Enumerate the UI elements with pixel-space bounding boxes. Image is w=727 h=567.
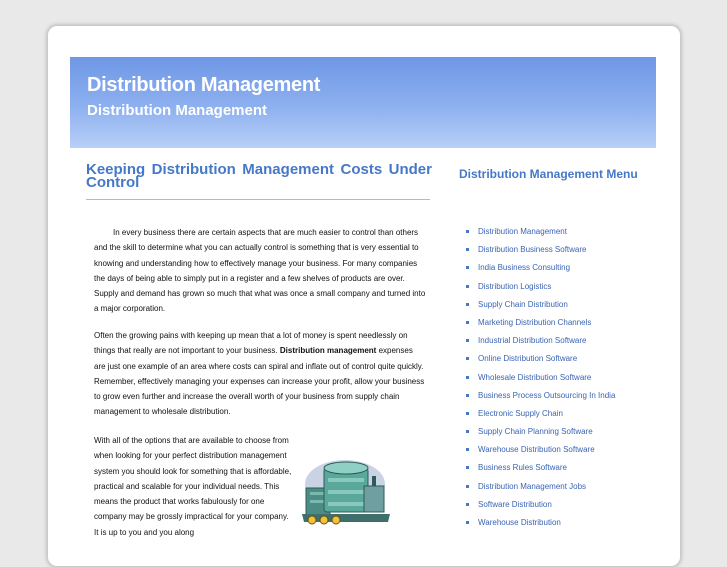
paragraph-2-text-end: expenses are just one example of an area where costs can spiral and inflate out of control quite quickly. Remember, effectively managing your expenses can increase your profit, allow your business to grow even further and increase the overall worth of your business from supply chain management to wholesale distribution. [94, 346, 425, 417]
site-header [70, 57, 656, 148]
sidebar-menu-title: Distribution Management Menu [459, 167, 638, 181]
menu-link-warehouse-distribution[interactable]: Warehouse Distribution [478, 518, 561, 527]
menu-link-industrial-distribution-software[interactable]: Industrial Distribution Software [478, 336, 587, 346]
sidebar-item [466, 351, 646, 366]
menu-link-india-business-consulting[interactable]: India Business Consulting [478, 263, 571, 273]
sidebar-menu [466, 224, 646, 533]
divider [86, 199, 430, 200]
article-title: Keeping Distribution Management Costs Under Control [86, 161, 432, 191]
paragraph-2-text-start: Often the growing pains with keeping up mean that a lot of money is spent needlessly on things that really are not important to your business. [94, 331, 408, 356]
sidebar-item [466, 406, 646, 421]
menu-link-marketing-distribution-channels[interactable]: Marketing Distribution Channels [478, 317, 592, 327]
sidebar-item [466, 460, 646, 475]
sidebar-item [466, 260, 646, 275]
sidebar-item [466, 315, 646, 330]
sidebar-item [466, 242, 646, 257]
article-header [86, 163, 432, 200]
menu-link-software-distribution[interactable]: Software Distribution [478, 499, 552, 509]
sidebar-item [466, 497, 646, 512]
article-paragraph-1 [94, 225, 426, 317]
menu-link-distribution-management[interactable]: Distribution Management [478, 227, 567, 236]
site-subtitle: Distribution Management [87, 102, 268, 119]
sidebar-item [466, 333, 646, 348]
menu-link-distribution-business-software[interactable]: Distribution Business Software [478, 245, 587, 255]
sidebar-item [466, 424, 646, 439]
sidebar-item [466, 388, 646, 403]
menu-link-supply-chain-distribution[interactable]: Supply Chain Distribution [478, 299, 568, 309]
paragraph-1-text: In every business there are certain aspects that are much easier to control than others and the skill to determine what you can actually control is something that is very essential to knowing and understanding how to effectively manage your business. For many companies the days of being able to simply put in a register and a few shelves of products are over. Supply and demand has grown so much that what was once a small company and turned into a major corporation. [94, 228, 426, 314]
menu-link-warehouse-distribution-software[interactable]: Warehouse Distribution Software [478, 445, 595, 455]
keyword-bold: Distribution management [279, 346, 377, 356]
menu-link-distribution-logistics[interactable]: Distribution Logistics [478, 281, 552, 291]
article-paragraph-3 [94, 433, 294, 540]
menu-link-distribution-management-jobs[interactable]: Distribution Management Jobs [478, 481, 587, 491]
sidebar-item [466, 279, 646, 294]
warehouse-tank-illustration [298, 448, 392, 530]
sidebar-item [466, 442, 646, 457]
menu-link-electronic-supply-chain[interactable]: Electronic Supply Chain [478, 408, 563, 418]
sidebar-item [466, 297, 646, 312]
site-title[interactable]: Distribution Management [87, 74, 321, 96]
paragraph-3-text: With all of the options that are available to choose from when looking for your perfect distribution management system you should look for something that is affordable, practical and scalable for your individual needs. This means the product that works fabulously for one company may be grossly impractical for your company. It is up to you and you along [94, 436, 292, 537]
sidebar-item [466, 515, 646, 530]
menu-link-business-rules-software[interactable]: Business Rules Software [478, 463, 567, 473]
sidebar-item [466, 370, 646, 385]
menu-link-online-distribution-software[interactable]: Online Distribution Software [478, 354, 578, 364]
menu-link-supply-chain-planning-software[interactable]: Supply Chain Planning Software [478, 427, 593, 437]
sidebar-item [466, 224, 646, 239]
menu-link-wholesale-distribution-software[interactable]: Wholesale Distribution Software [478, 372, 592, 382]
article-paragraph-2 [94, 328, 426, 420]
menu-link-business-process-outsourcing-in-india[interactable]: Business Process Outsourcing In India [478, 390, 616, 400]
sidebar-item [466, 479, 646, 494]
